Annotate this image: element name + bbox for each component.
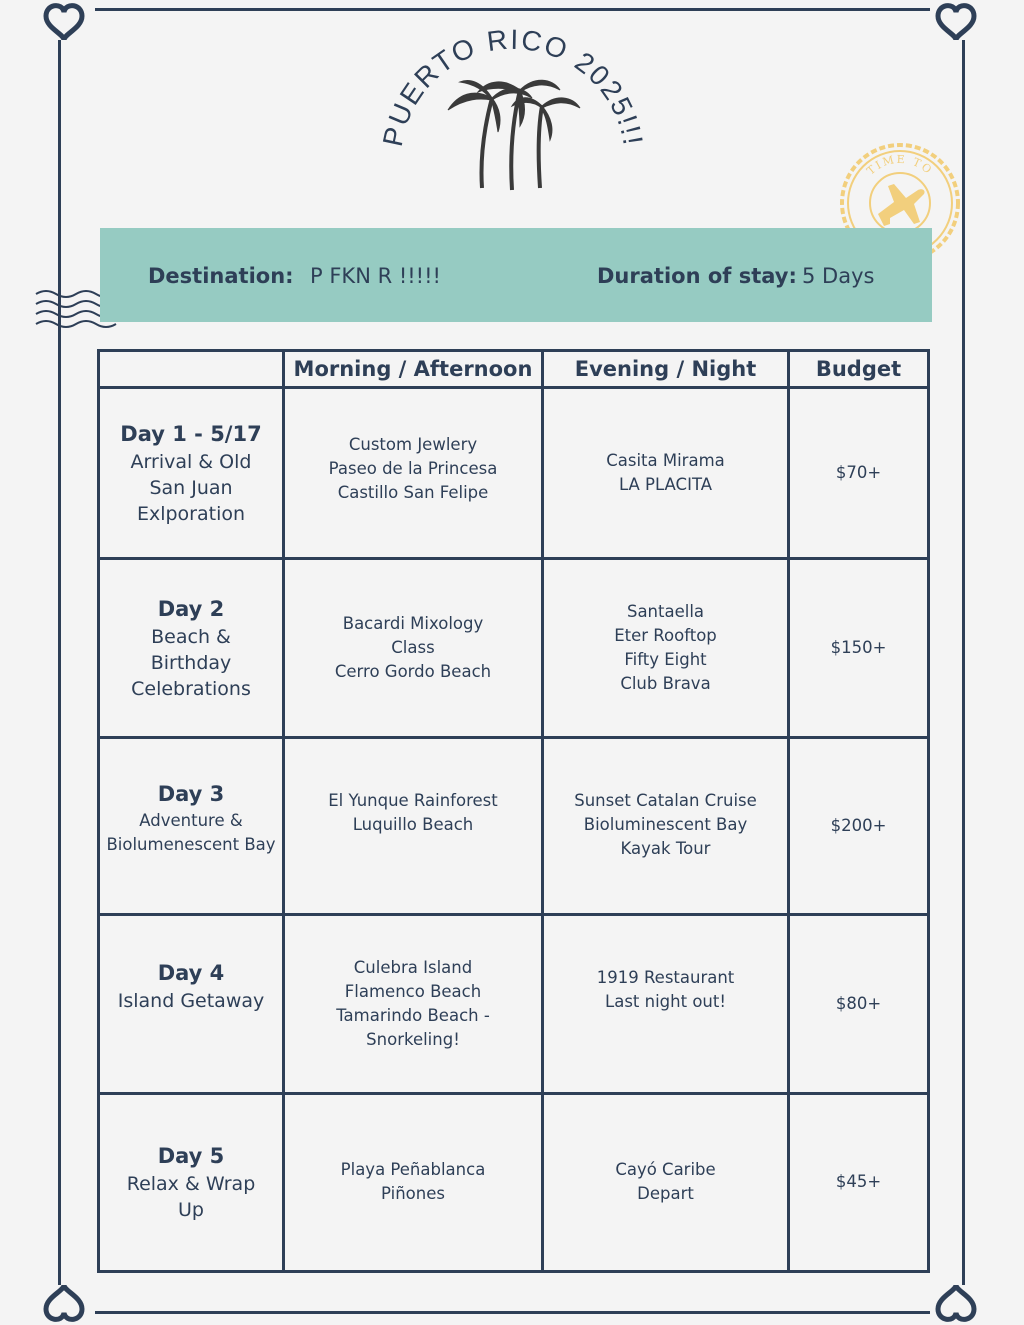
activity: Culebra Island bbox=[353, 957, 473, 977]
day-cell bbox=[99, 388, 284, 559]
corner-ornament-icon bbox=[40, 0, 88, 48]
duration-label: Duration of stay: bbox=[597, 264, 797, 288]
page-title: PUERTO RICO 2025!!! bbox=[376, 23, 650, 150]
budget-cell: $200+ bbox=[789, 737, 929, 914]
column-header: Evening / Night bbox=[543, 351, 789, 388]
day-subtitle: Beach & bbox=[151, 626, 231, 649]
morning-cell bbox=[284, 737, 543, 914]
activity: Sunset Catalan Cruise bbox=[574, 790, 757, 810]
activity: Luquillo Beach bbox=[352, 814, 474, 834]
day-subtitle: Relax & Wrap bbox=[126, 1173, 256, 1196]
evening-cell bbox=[543, 737, 789, 914]
table-row bbox=[99, 559, 929, 737]
destination-label: Destination: bbox=[148, 264, 294, 288]
day-title: Day 4 bbox=[157, 961, 225, 986]
table-header-row bbox=[99, 351, 929, 388]
activity: Casita Mirama bbox=[606, 451, 725, 471]
evening-cell bbox=[543, 559, 789, 737]
budget-cell: $70+ bbox=[789, 388, 929, 559]
morning-cell bbox=[284, 915, 543, 1093]
activity: Fifty Eight bbox=[624, 650, 707, 670]
morning-cell bbox=[284, 559, 543, 737]
day-cell bbox=[99, 1093, 284, 1271]
activity: Cayó Caribe bbox=[615, 1160, 716, 1180]
activity: Depart bbox=[637, 1184, 694, 1204]
evening-cell bbox=[543, 915, 789, 1093]
day-subtitle: Island Getaway bbox=[117, 990, 265, 1013]
budget-cell: $80+ bbox=[789, 915, 929, 1093]
duration-value: 5 Days bbox=[802, 264, 875, 288]
activity: Piñones bbox=[381, 1184, 445, 1204]
column-header bbox=[99, 351, 284, 388]
table-row bbox=[99, 388, 929, 559]
day-subtitle: Celebrations bbox=[131, 678, 251, 701]
destination-value: P FKN R !!!!! bbox=[310, 264, 441, 288]
day-cell bbox=[99, 559, 284, 737]
evening-cell bbox=[543, 1093, 789, 1271]
itinerary-table bbox=[97, 349, 930, 1273]
day-title: Day 5 bbox=[157, 1144, 225, 1169]
table-row bbox=[99, 915, 929, 1093]
activity: 1919 Restaurant bbox=[596, 968, 735, 988]
activity: Last night out! bbox=[605, 992, 726, 1012]
frame-left-line bbox=[58, 40, 61, 1285]
day-title: Day 2 bbox=[157, 597, 225, 622]
day-subtitle: Adventure & bbox=[139, 810, 243, 830]
frame-bottom-line bbox=[95, 1311, 930, 1314]
activity: LA PLACITA bbox=[618, 475, 713, 495]
airplane-icon bbox=[878, 184, 925, 226]
activity: Eter Rooftop bbox=[614, 626, 717, 646]
activity: Bioluminescent Bay bbox=[583, 814, 748, 834]
day-title: Day 1 - 5/17 bbox=[120, 422, 262, 447]
day-subtitle: Up bbox=[178, 1199, 204, 1222]
activity: Santaella bbox=[626, 602, 705, 622]
activity: Class bbox=[391, 638, 435, 658]
corner-ornament-icon bbox=[932, 0, 980, 48]
table-row bbox=[99, 737, 929, 914]
day-subtitle: Biolumenescent Bay bbox=[106, 834, 276, 854]
trip-info-banner bbox=[100, 228, 932, 322]
activity: El Yunque Rainforest bbox=[328, 790, 498, 810]
title-block bbox=[362, 18, 662, 208]
frame-top-line bbox=[95, 8, 930, 11]
day-title: Day 3 bbox=[157, 781, 225, 806]
title-graphic bbox=[362, 18, 662, 208]
activity: Custom Jewlery bbox=[348, 435, 478, 454]
activity: Cerro Gordo Beach bbox=[334, 662, 492, 682]
day-subtitle: San Juan bbox=[149, 477, 233, 500]
activity: Snorkeling! bbox=[366, 1029, 460, 1049]
column-header: Budget bbox=[789, 351, 929, 388]
activity: Playa Peñablanca bbox=[340, 1160, 486, 1180]
activity: Tamarindo Beach - bbox=[336, 1005, 490, 1025]
palm-trees-icon bbox=[448, 80, 580, 190]
day-cell bbox=[99, 737, 284, 914]
day-cell bbox=[99, 915, 284, 1093]
activity: Flamenco Beach bbox=[344, 981, 482, 1001]
activity: Kayak Tour bbox=[620, 838, 711, 858]
day-subtitle: Exlporation bbox=[136, 503, 246, 526]
corner-ornament-icon bbox=[40, 1277, 88, 1325]
budget-cell: $45+ bbox=[789, 1093, 929, 1271]
budget-cell: $150+ bbox=[789, 559, 929, 737]
table-row bbox=[99, 1093, 929, 1271]
activity: Castillo San Felipe bbox=[337, 483, 489, 502]
stamp-top-text: TIME TO bbox=[864, 152, 936, 178]
day-subtitle: Arrival & Old bbox=[130, 451, 252, 474]
morning-cell bbox=[284, 388, 543, 559]
column-header: Morning / Afternoon bbox=[284, 351, 543, 388]
activity: Club Brava bbox=[620, 674, 711, 694]
activity: Paseo de la Princesa bbox=[328, 459, 498, 478]
evening-cell bbox=[543, 388, 789, 559]
morning-cell bbox=[284, 1093, 543, 1271]
activity: Bacardi Mixology bbox=[342, 614, 484, 634]
corner-ornament-icon bbox=[932, 1277, 980, 1325]
day-subtitle: Birthday bbox=[150, 652, 232, 675]
